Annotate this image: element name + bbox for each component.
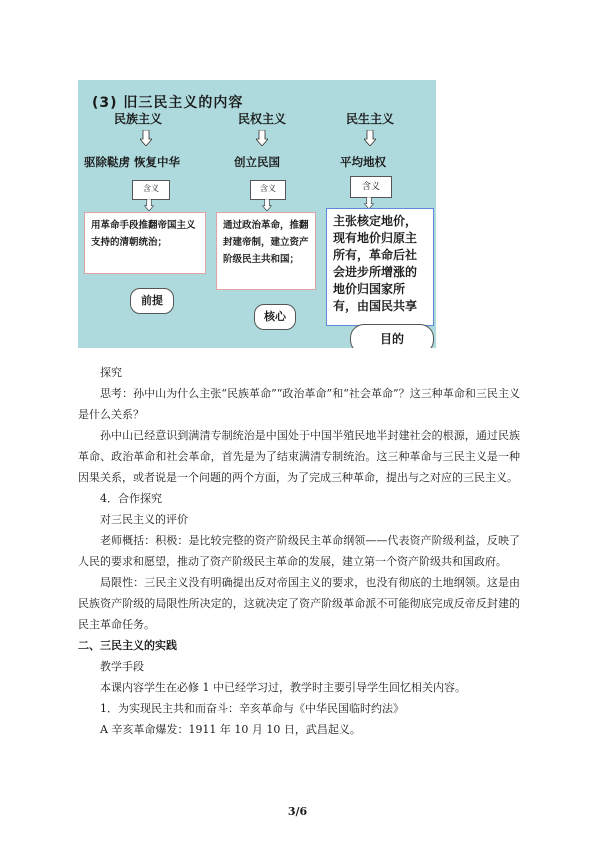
tag-meaning-2: 含义 [250,180,286,200]
down-arrow-icon [140,130,152,146]
para-item-1: 1．为实现民主共和而奋斗：辛亥革命与《中华民国临时约法》 [100,702,404,715]
content-nationalism: 用革命手段推翻帝国主义支持的清朝统治； [84,212,206,274]
para-item-a: A 辛亥革命爆发：1911 年 10 月 10 日，武昌起义。 [100,723,361,736]
para-explore: 探究 [100,366,122,379]
bubble-core: 核心 [254,304,296,330]
down-arrow-icon [144,199,154,211]
heading-livelihood: 民生主义 [346,112,395,126]
heading-democracy: 民权主义 [238,112,287,126]
content-democracy: 通过政治革命，推翻封建帝制，建立资产阶级民主共和国； [216,212,316,290]
para-review: 本课内容学生在必修 1 中已经学习过，教学时主要引导学生回忆相关内容。 [100,681,466,694]
slogan-nationalism: 驱除鞑虏 恢复中华 [84,155,181,169]
bubble-goal: 目的 [350,324,434,348]
para-cooperate: 4．合作探究 [100,492,162,505]
page-number: 3/6 [287,805,308,818]
para-answer: 孙中山已经意识到满清专制统治是中国处于中国半殖民地半封建社会的根源，通过民族革命、政治革命和社会革命，首先是为了结束满清专制统治。这三种革命与三民主义是一种因果关系，或者说是一个问题的两个方面，为了完成三种革命，提出与之对应的三民主义。 [78,429,520,484]
para-positive: 老师概括：积极：是比较完整的资产阶级民主革命纲领——代表资产阶级利益，反映了人民的要求和愿望，推动了资产阶级民主革命的发展，建立第一个资产阶级共和国政府。 [78,534,520,568]
down-arrow-icon [256,130,268,146]
para-limitation: 局限性：三民主义没有明确提出反对帝国主义的要求，也没有彻底的土地纲领。这是由民族资产阶级的局限性所决定的，这就决定了资产阶级革命派不可能彻底完成反帝反封建的民主革命任务。 [78,576,520,631]
down-arrow-icon [364,130,376,146]
para-method: 教学手段 [100,660,144,673]
para-think: 思考：孙中山为什么主张“民族革命”“政治革命”和“社会革命”？这三种革命和三民主义是什么关系？ [78,387,520,421]
slogan-livelihood: 平均地权 [340,155,386,169]
content-livelihood: 主张核定地价，现有地价归原主所有，革命后社会进步所增涨的地价归国家所有，由国民共享 [326,208,434,326]
three-principles-diagram [78,80,436,348]
para-evaluation: 对三民主义的评价 [100,513,188,526]
body-text [78,362,520,740]
bubble-premise: 前提 [130,288,174,314]
heading-nationalism: 民族主义 [114,112,163,126]
section-heading: 二、三民主义的实践 [78,639,177,652]
diagram-title: (3) 旧三民主义的内容 [92,95,244,111]
slogan-democracy: 创立民国 [234,155,280,169]
tag-meaning-3: 含义 [350,176,392,198]
down-arrow-icon [262,199,272,211]
tag-meaning-1: 含义 [132,180,170,200]
